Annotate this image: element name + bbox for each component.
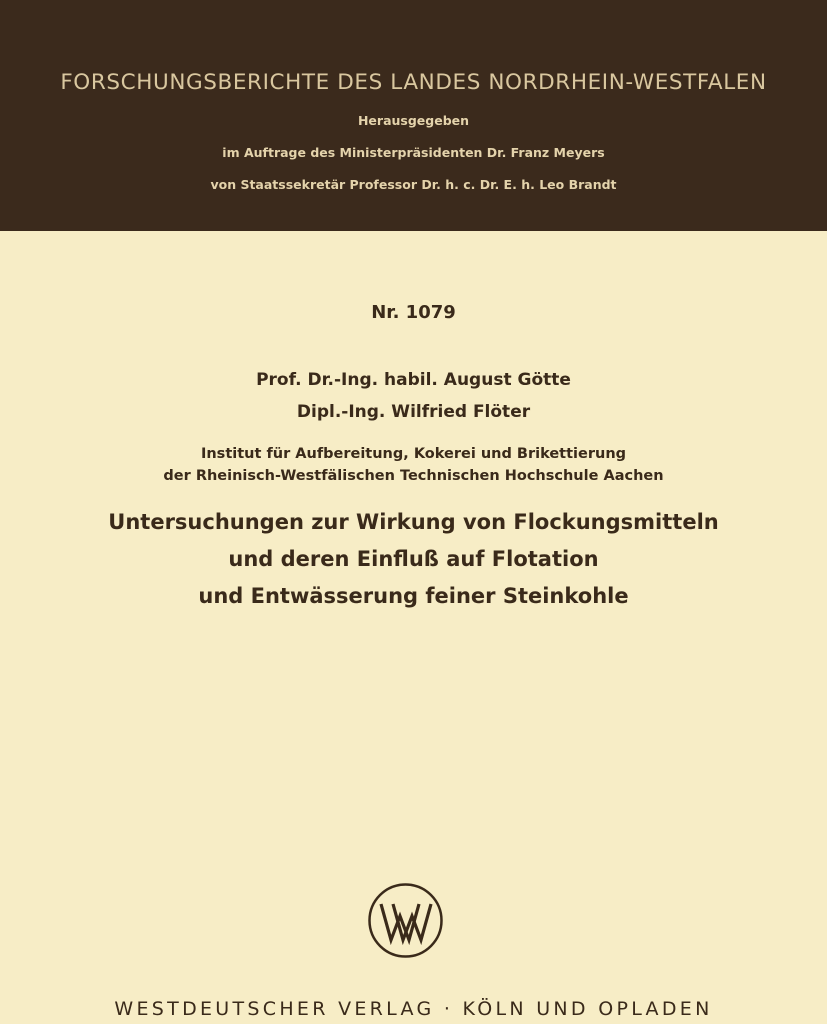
publisher-ww-logo-icon bbox=[367, 882, 444, 959]
author-2: Dipl.-Ing. Wilfried Flöter bbox=[296, 402, 531, 422]
publisher-footer: WESTDEUTSCHER VERLAG · KÖLN UND OPLADEN bbox=[114, 998, 713, 1020]
author-1: Prof. Dr.-Ing. habil. August Götte bbox=[256, 370, 571, 390]
institute-line-1: Institut für Aufbereitung, Kokerei und Brikettierung bbox=[200, 446, 627, 462]
editor-line-2: im Auftrage des Ministerpräsidenten Dr. Franz Meyers bbox=[222, 145, 605, 160]
title-line-2: und deren Einfluß auf Flotation bbox=[228, 547, 599, 571]
title-line-1: Untersuchungen zur Wirkung von Flockungsmitteln bbox=[108, 510, 719, 534]
editor-line-3: von Staatssekretär Professor Dr. h. c. Dr. E. h. Leo Brandt bbox=[210, 177, 617, 192]
institute-line-2: der Rheinisch-Westfälischen Technischen Hochschule Aachen bbox=[163, 468, 664, 484]
report-number: Nr. 1079 bbox=[371, 302, 456, 323]
title-line-3: und Entwässerung feiner Steinkohle bbox=[198, 584, 629, 608]
series-title: FORSCHUNGSBERICHTE DES LANDES NORDRHEIN-WESTFALEN bbox=[60, 70, 767, 95]
header-band bbox=[0, 0, 827, 231]
editor-line-1: Herausgegeben bbox=[357, 113, 470, 128]
